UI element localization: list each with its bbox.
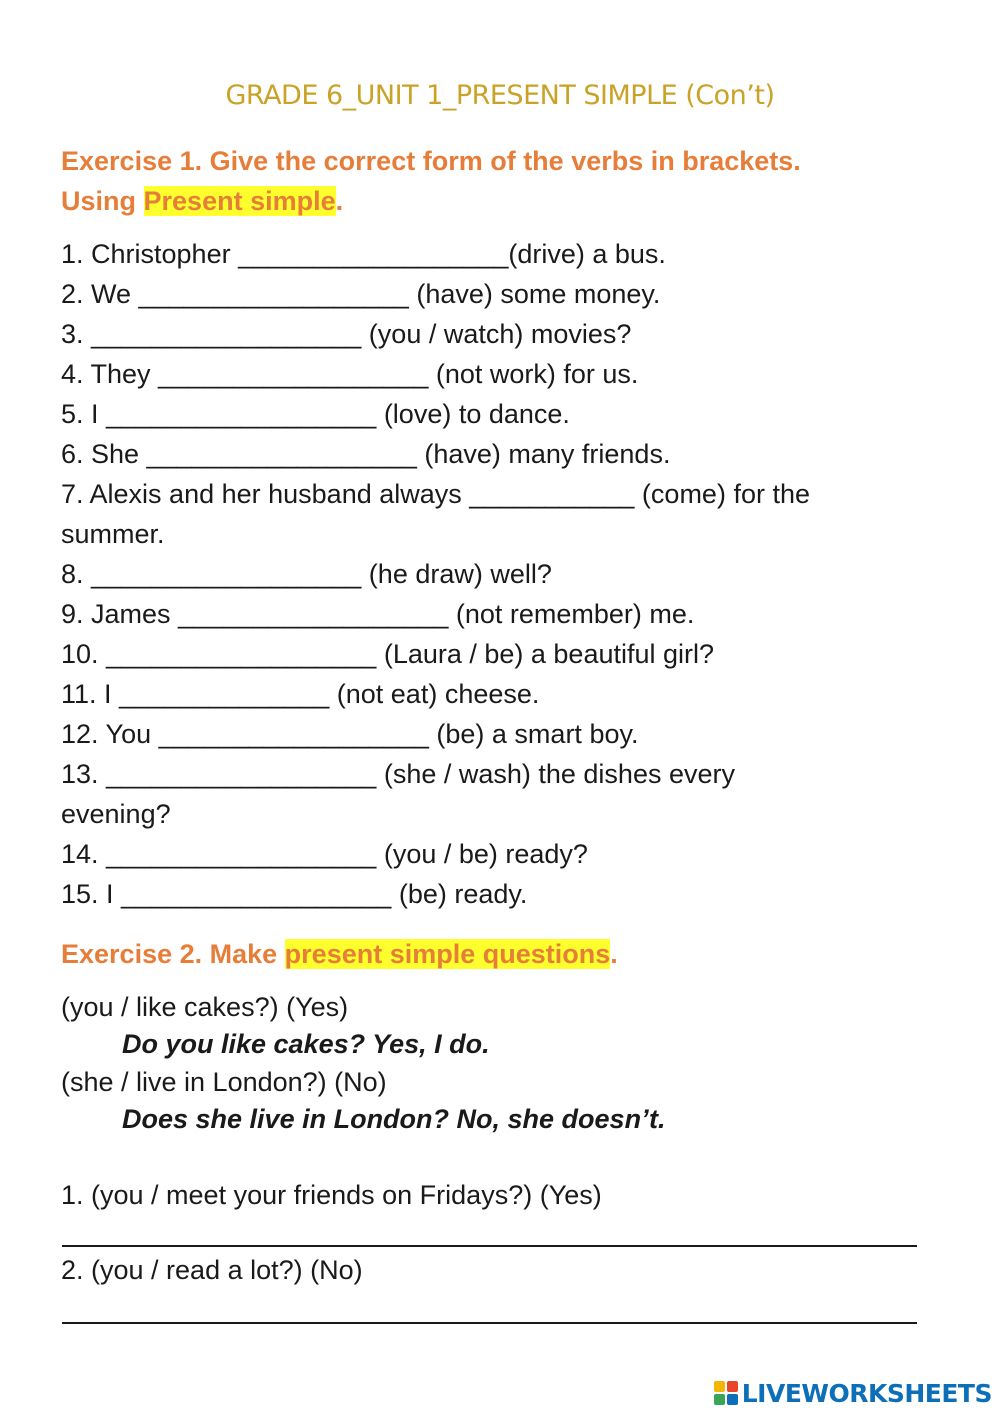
question-2: 2. (you / read a lot?) (No) xyxy=(61,1255,363,1285)
answer-line-1[interactable] xyxy=(62,1245,917,1247)
question-1: 1. (you / meet your friends on Fridays?) (Yes) xyxy=(61,1180,602,1210)
exercise1-line: 7. Alexis and her husband always ___________ (come) for the xyxy=(61,479,810,509)
exercise1-heading-line1: Exercise 1. Give the correct form of the verbs in brackets. xyxy=(61,146,801,176)
exercise2-heading-prefix: Exercise 2. Make xyxy=(61,939,285,969)
example1-prompt: (you / like cakes?) (Yes) xyxy=(61,992,349,1022)
exercise1-line: 10. __________________ (Laura / be) a beautiful girl? xyxy=(61,639,715,669)
exercise1-heading-suffix: . xyxy=(335,186,344,216)
exercise1-line: 1. Christopher __________________(drive) a bus. xyxy=(61,239,666,269)
exercise2-heading xyxy=(61,934,618,974)
exercise1-heading-line2 xyxy=(61,181,801,221)
exercise1-line: 6. She __________________ (have) many friends. xyxy=(61,439,671,469)
answer-line-2[interactable] xyxy=(62,1322,917,1324)
exercise1-line: evening? xyxy=(61,799,171,829)
exercise1-line: 2. We __________________ (have) some money. xyxy=(61,279,661,309)
exercise1-line: 14. __________________ (you / be) ready? xyxy=(61,839,588,869)
page-title: GRADE 6_UNIT 1_PRESENT SIMPLE (Con’t) xyxy=(225,80,775,111)
exercise1-heading-prefix: Using xyxy=(61,186,144,216)
liveworksheets-logo[interactable] xyxy=(714,1377,992,1409)
exercise1-line: 15. I __________________ (be) ready. xyxy=(61,879,528,909)
exercise2-highlight: present simple questions xyxy=(284,939,611,969)
exercise1-line: 5. I __________________ (love) to dance. xyxy=(61,399,570,429)
exercise1-line: 11. I ______________ (not eat) cheese. xyxy=(61,679,540,709)
exercise1-line: summer. xyxy=(61,519,165,549)
exercise1-line: 8. __________________ (he draw) well? xyxy=(61,559,552,589)
exercise1-line: 4. They __________________ (not work) for us. xyxy=(61,359,639,389)
exercise1-line: 3. __________________ (you / watch) movies? xyxy=(61,319,632,349)
exercise1-highlight: Present simple xyxy=(143,186,336,216)
exercise1-line: 9. James __________________ (not remember) me. xyxy=(61,599,695,629)
example2-prompt: (she / live in London?) (No) xyxy=(61,1067,387,1097)
example2-answer: Does she live in London? No, she doesn’t. xyxy=(122,1104,666,1134)
example1-answer: Do you like cakes? Yes, I do. xyxy=(122,1029,490,1059)
exercise2-heading-suffix: . xyxy=(610,939,618,969)
exercise1-line: 12. You __________________ (be) a smart boy. xyxy=(61,719,639,749)
exercise1-heading xyxy=(61,141,801,221)
liveworksheets-logo-icon xyxy=(714,1381,738,1405)
exercise1-line: 13. __________________ (she / wash) the dishes every xyxy=(61,759,735,789)
logo-text: LIVEWORKSHEETS xyxy=(741,1378,992,1408)
